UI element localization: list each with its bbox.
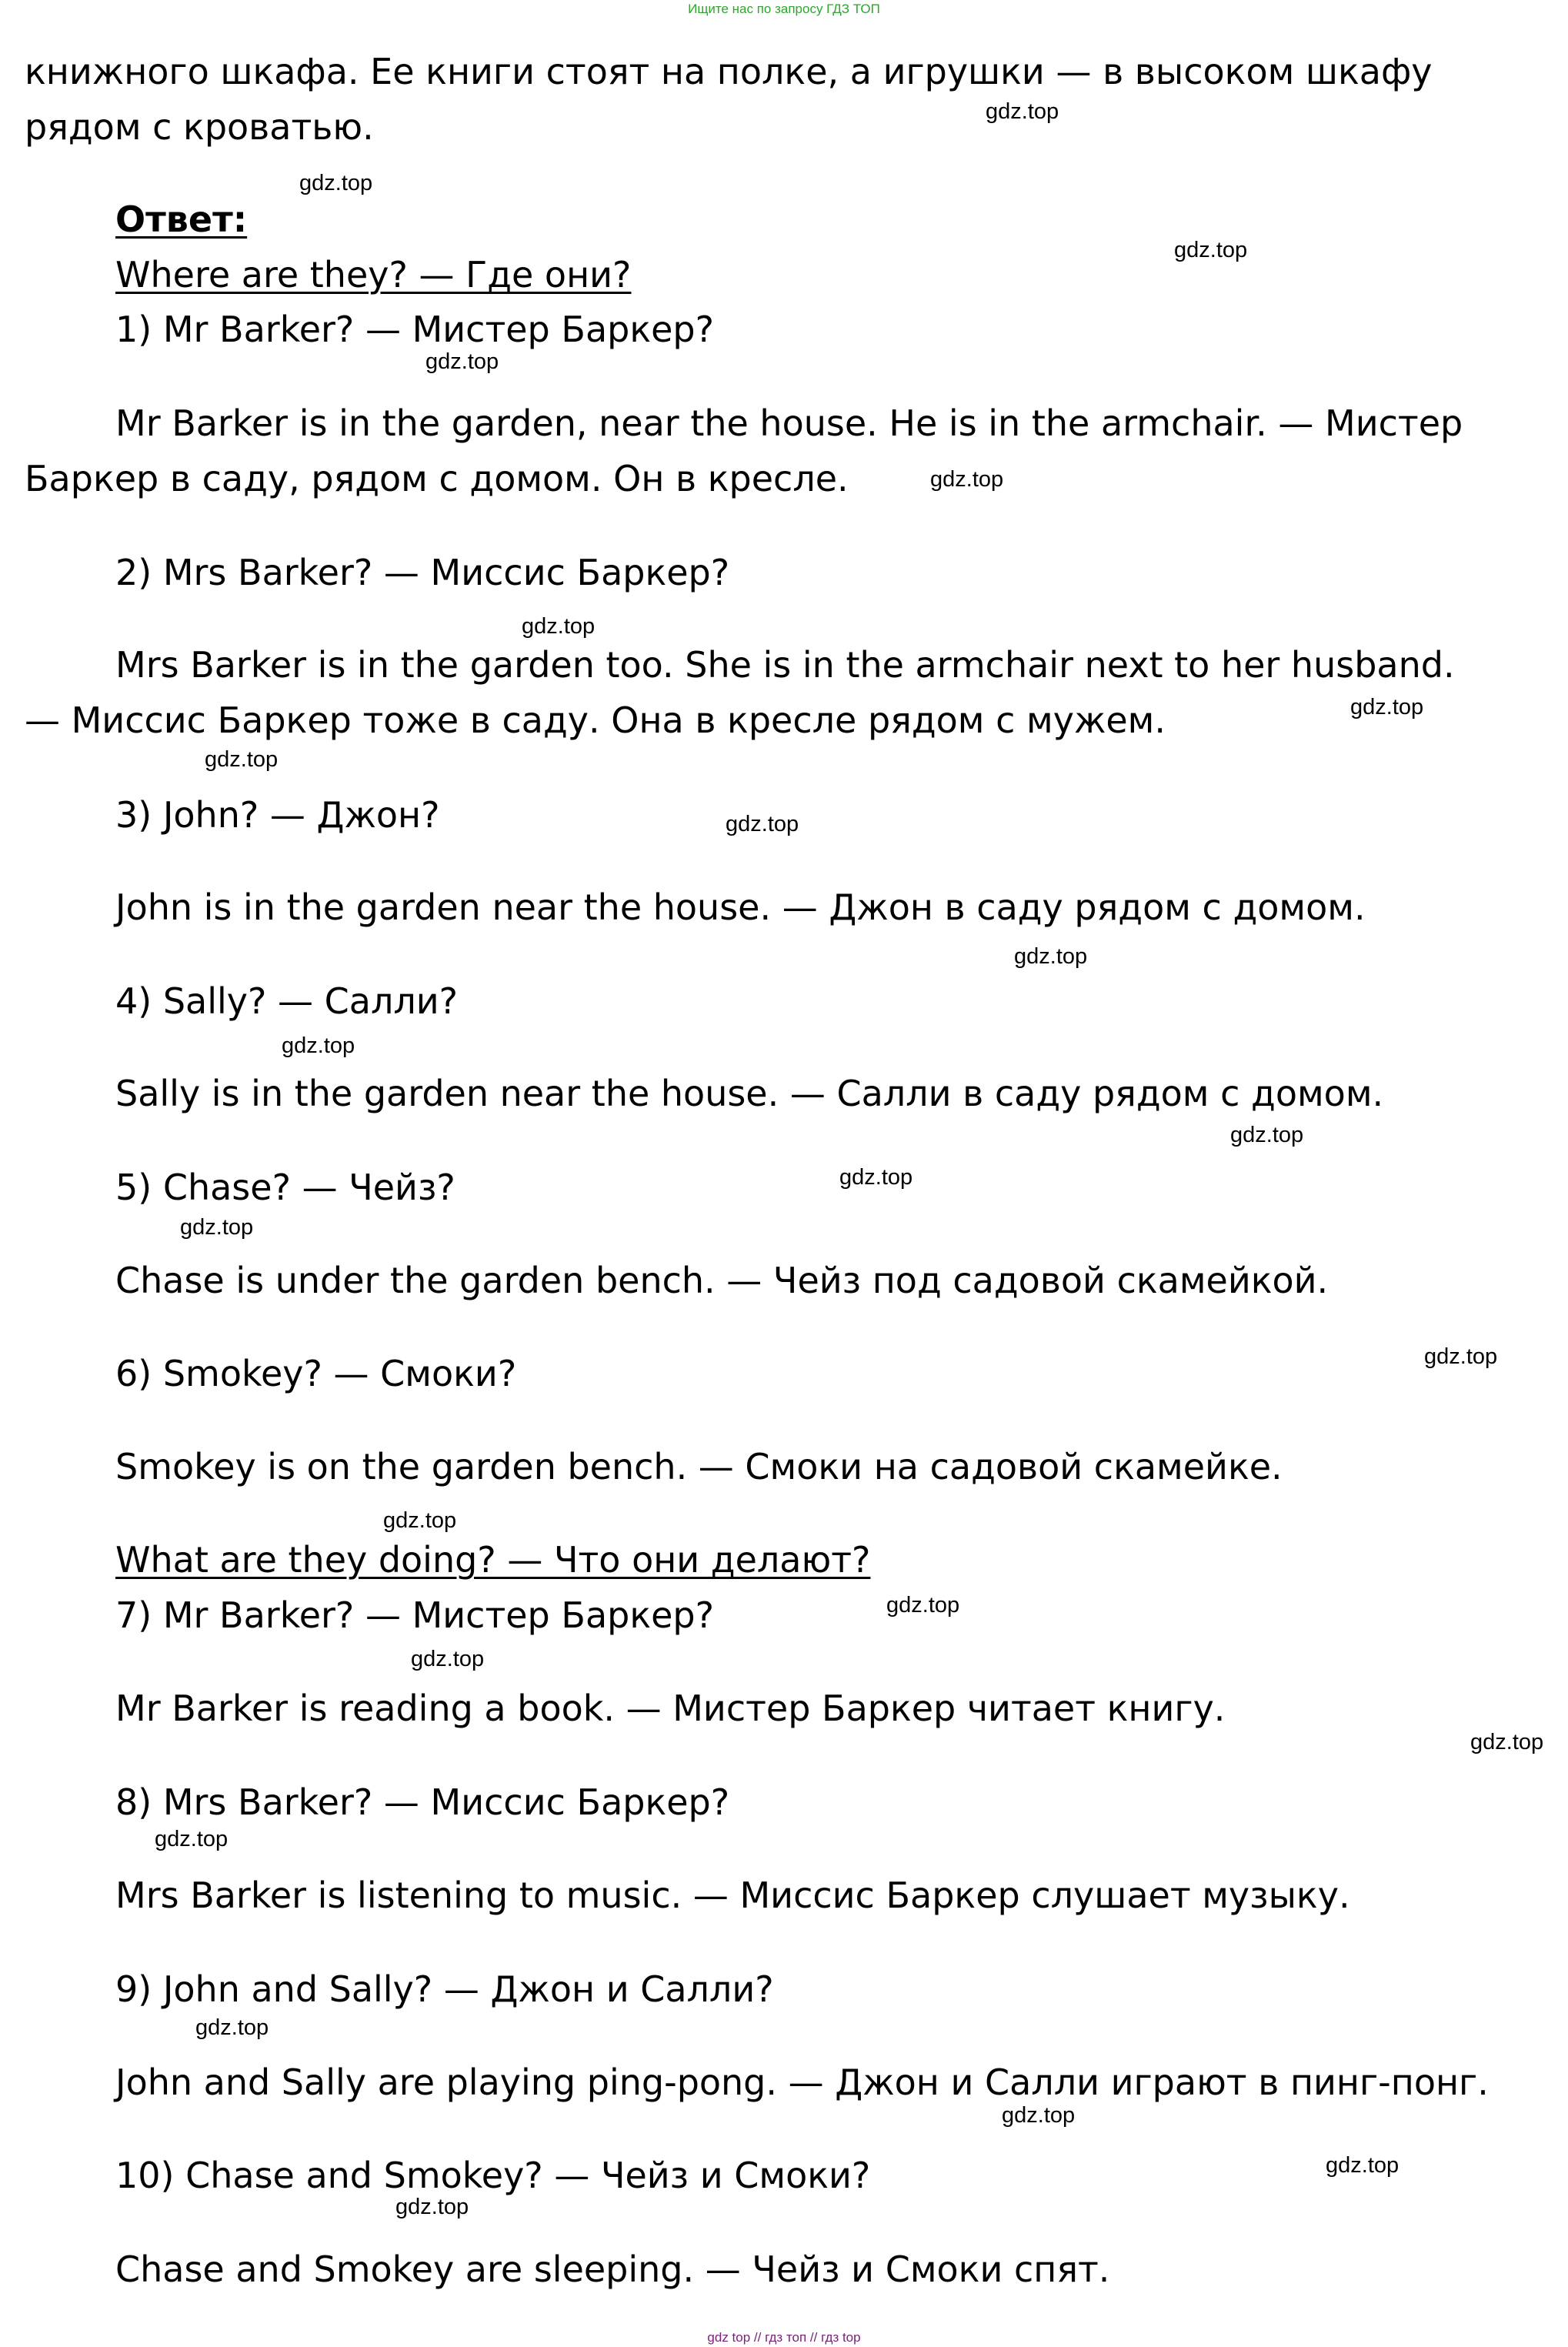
watermark: gdz.top [195, 2015, 269, 2040]
intro-line-1: книжного шкафа. Ее книги стоят на полке, а игрушки — в высоком шкафу [25, 51, 1433, 92]
answer-10: Chase and Smokey are sleeping. — Чейз и Смоки спят. [115, 2249, 1110, 2290]
watermark: gdz.top [155, 1827, 229, 1851]
answer-8: Mrs Barker is listening to music. — Миссис Баркер слушает музыку. [115, 1875, 1350, 1916]
section-title-doing: What are they doing? — Что они делают? [115, 1539, 871, 1581]
watermark: gdz.top [411, 1647, 485, 1671]
question-4: 4) Sally? — Салли? [115, 980, 459, 1022]
watermark: gdz.top [383, 1508, 457, 1533]
watermark: gdz.top [522, 614, 596, 639]
answer-6: Smokey is on the garden bench. — Смоки на садовой скамейке. [115, 1446, 1283, 1487]
watermark: gdz.top [986, 99, 1059, 124]
header-promo: Ищите нас по запросу ГДЗ ТОП [688, 2, 880, 16]
answer-label: Ответ: [115, 199, 248, 240]
question-3: 3) John? — Джон? [115, 794, 440, 836]
watermark: gdz.top [886, 1593, 960, 1618]
answer-2-line-2: — Миссис Баркер тоже в саду. Она в кресле рядом с мужем. [25, 699, 1166, 741]
question-1: 1) Mr Barker? — Мистер Баркер? [115, 309, 715, 350]
answer-2-line-1: Mrs Barker is in the garden too. She is in the armchair next to her husband. [115, 644, 1455, 686]
watermark: gdz.top [1230, 1123, 1304, 1147]
question-8: 8) Mrs Barker? — Миссис Баркер? [115, 1781, 730, 1823]
watermark: gdz.top [1350, 695, 1424, 719]
watermark: gdz.top [1424, 1344, 1498, 1369]
answer-7: Mr Barker is reading a book. — Мистер Баркер читает книгу. [115, 1688, 1226, 1729]
watermark: gdz.top [1002, 2103, 1076, 2128]
watermark: gdz.top [1470, 1730, 1544, 1754]
question-2: 2) Mrs Barker? — Миссис Баркер? [115, 552, 730, 593]
watermark: gdz.top [425, 349, 499, 374]
answer-3: John is in the garden near the house. — Джон в саду рядом с домом. [115, 886, 1366, 928]
question-7: 7) Mr Barker? — Мистер Баркер? [115, 1594, 715, 1636]
watermark: gdz.top [205, 747, 279, 772]
watermark: gdz.top [282, 1033, 355, 1058]
footer-links[interactable]: gdz top // гдз топ // гдз top [707, 2330, 861, 2345]
answer-4: Sally is in the garden near the house. — Салли в саду рядом с домом. [115, 1073, 1384, 1114]
question-10: 10) Chase and Smokey? — Чейз и Смоки? [115, 2155, 871, 2196]
answer-9: John and Sally are playing ping-pong. — Джон и Салли играют в пинг-понг. [115, 2062, 1489, 2103]
watermark: gdz.top [299, 171, 373, 195]
watermark: gdz.top [930, 467, 1004, 492]
watermark: gdz.top [726, 812, 799, 836]
watermark: gdz.top [180, 1215, 254, 1240]
watermark: gdz.top [1014, 944, 1088, 969]
watermark: gdz.top [1174, 238, 1248, 262]
answer-1-line-1: Mr Barker is in the garden, near the house. He is in the armchair. — Мистер [115, 402, 1463, 444]
question-5: 5) Chase? — Чейз? [115, 1167, 455, 1208]
watermark: gdz.top [1326, 2153, 1400, 2178]
question-9: 9) John and Sally? — Джон и Салли? [115, 1968, 774, 2010]
intro-line-2: рядом с кроватью. [25, 106, 374, 148]
section-title-where: Where are they? — Где они? [115, 254, 632, 295]
watermark: gdz.top [395, 2195, 469, 2219]
question-6: 6) Smokey? — Смоки? [115, 1353, 517, 1394]
watermark: gdz.top [839, 1165, 913, 1190]
answer-5: Chase is under the garden bench. — Чейз под садовой скамейкой. [115, 1260, 1329, 1301]
answer-1-line-2: Баркер в саду, рядом с домом. Он в кресле. [25, 458, 849, 499]
